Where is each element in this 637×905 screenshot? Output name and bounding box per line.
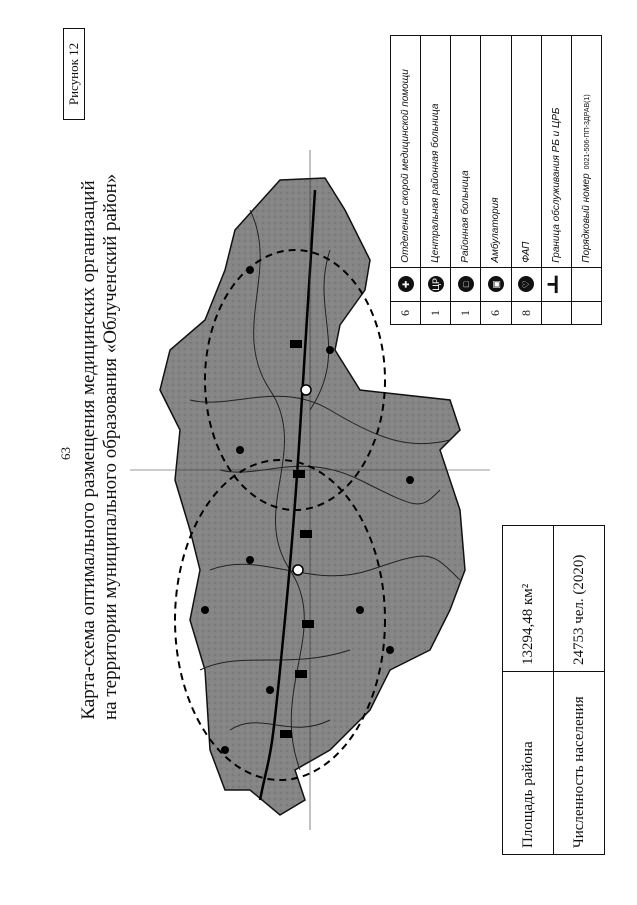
map-title-line-2: на территории муниципального образования «Облученский район» [100, 173, 121, 720]
legend-row [391, 36, 421, 325]
legend-row [421, 36, 451, 325]
legend-count [571, 302, 601, 325]
document-code: 0021-506-ПП-3ДРАВ(1) [583, 94, 591, 170]
legend-count [541, 302, 571, 325]
legend-row [481, 36, 511, 325]
legend-row [541, 36, 571, 325]
legend-count: 1 [451, 302, 481, 325]
page-number: 63 [58, 447, 73, 460]
table-row [554, 526, 605, 855]
legend-label: ФАП [511, 36, 541, 268]
stat-label: Площадь района [503, 672, 554, 855]
ambulance-icon: ✚ [398, 276, 414, 292]
legend-count: 1 [421, 302, 451, 325]
map-title [78, 173, 122, 720]
district-stats-table [502, 525, 605, 855]
fap-icon: ♡ [518, 276, 534, 292]
legend-label: Порядковый номер [580, 173, 592, 263]
legend-count: 6 [481, 302, 511, 325]
legend-label: Районная больница [451, 36, 481, 268]
legend-count: 6 [391, 302, 421, 325]
central-hospital-icon: ЦР [428, 276, 444, 292]
legend-label: Центральная районная больница [421, 36, 451, 268]
legend-row [511, 36, 541, 325]
stat-value: 13294,48 км² [503, 526, 554, 672]
map-legend [390, 35, 602, 325]
table-row [503, 526, 554, 855]
boundary-line-icon: ╺┻╸ [547, 271, 564, 297]
legend-label: Отделение скорой медицинской помощи [391, 36, 421, 268]
legend-count: 8 [511, 302, 541, 325]
stat-value: 24753 чел. (2020) [554, 526, 605, 672]
legend-label: Граница обслуживания РБ и ЦРБ [541, 36, 571, 268]
figure-label: Рисунок 12 [63, 28, 85, 120]
district-hospital-icon: □ [458, 276, 474, 292]
legend-row [571, 36, 601, 325]
map-title-line-1: Карта-схема оптимального размещения медицинских организаций [78, 180, 99, 720]
stat-label: Численность населения [554, 672, 605, 855]
legend-row [451, 36, 481, 325]
legend-label: Амбулатория [481, 36, 511, 268]
outpatient-clinic-icon: ▣ [488, 276, 504, 292]
